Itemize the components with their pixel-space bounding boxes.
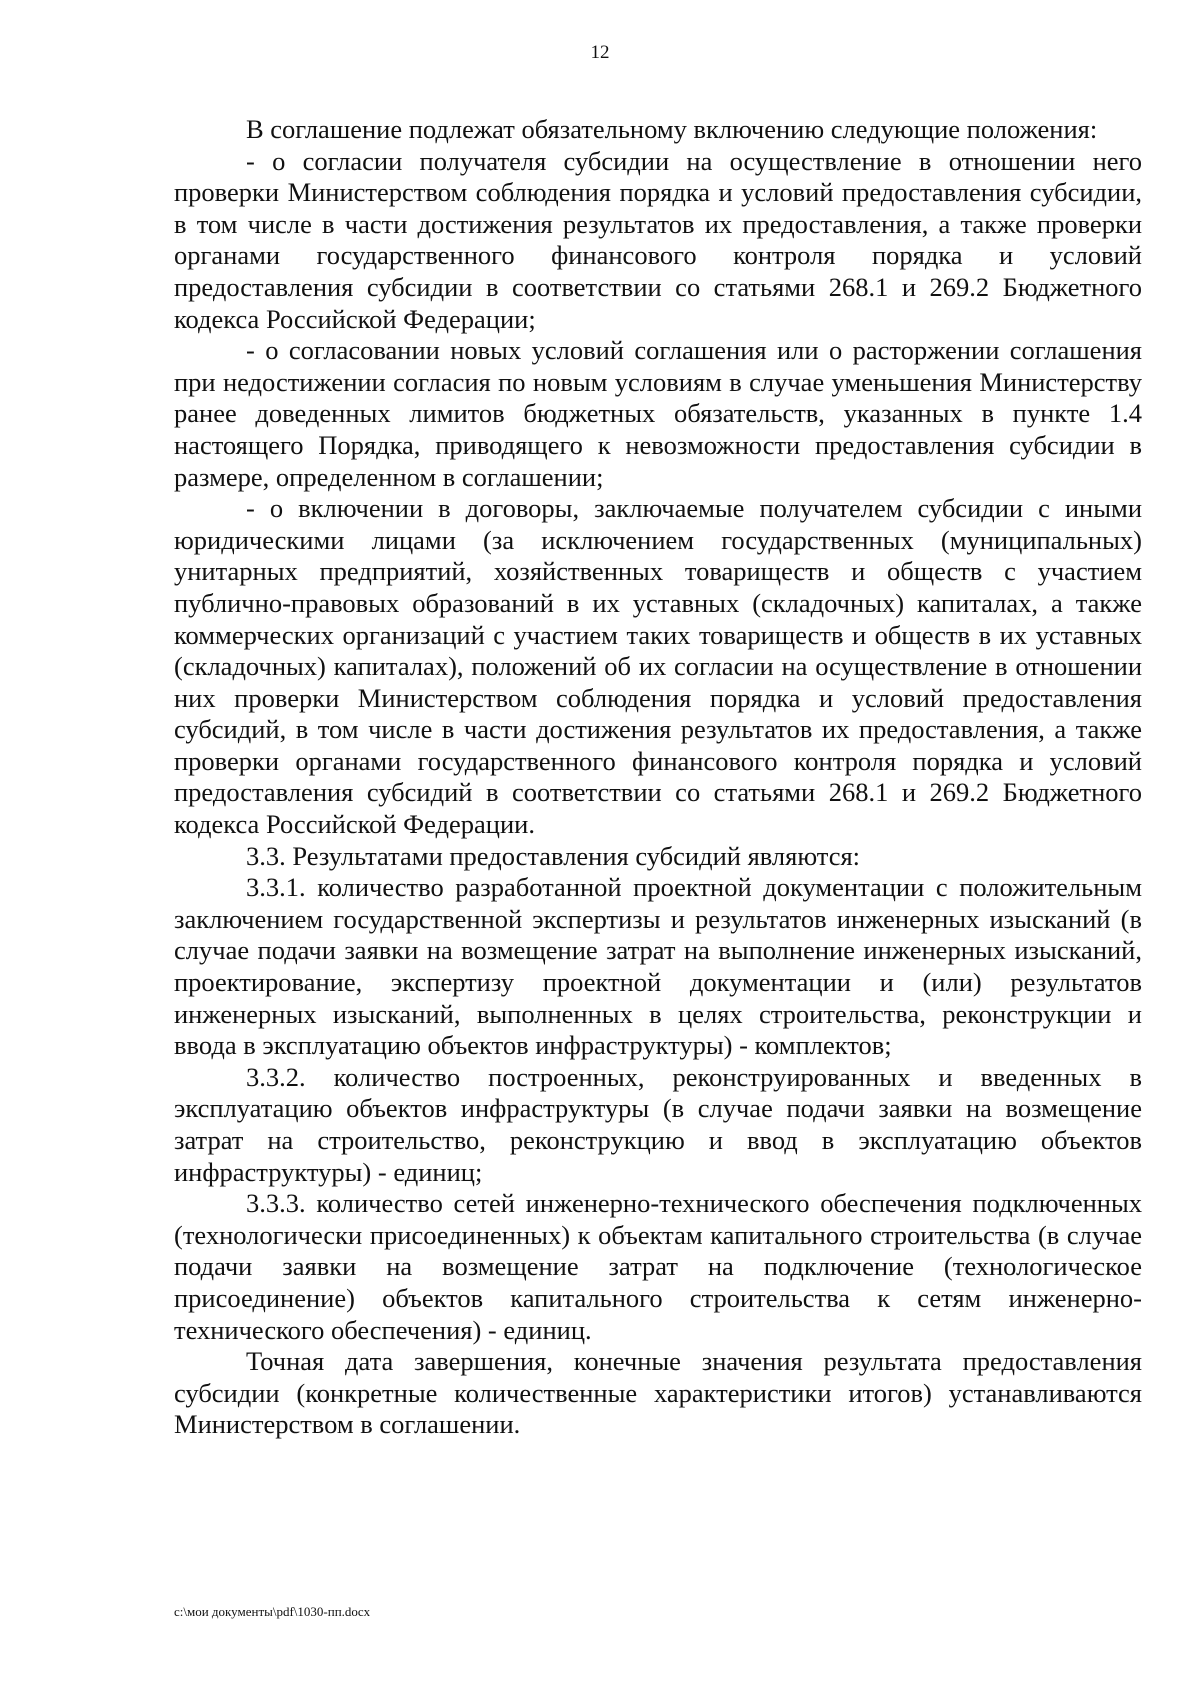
footer-file-path: c:\мои документы\pdf\1030-пп.docx <box>174 1604 371 1619</box>
paragraph-contracts-inclusion: - о включении в договоры, заключаемые получателем субсидии с иными юридическими лицами (за исключением государственных (муниципальных) унитарных предприятий, хозяйственных товариществ и обществ с участием публично-правовых образований в их уставных (складочных) капиталах, а также коммерческих организаций с участием таких товариществ и обществ в их уставных (складочных) капиталах), положений об их согласии на осуществление в отношении них проверки Министерством соблюдения порядка и условий предоставления субсидий, в том числе в части достижения результатов их предоставления, а также проверки органами государственного финансового контроля порядка и условий предоставления субсидий в соответствии со статьями 268.1 и 269.2 Бюджетного кодекса Российской Федерации. <box>174 493 1142 840</box>
paragraph-agreement-provisions: В соглашение подлежат обязательному включению следующие положения: <box>246 114 1098 144</box>
paragraph-new-conditions: - о согласовании новых условий соглашения или о расторжении соглашения при недостижении согласия по новым условиям в случае уменьшения Министерству ранее доведенных лимитов бюджетных обязательств, указанных в пункте 1.4 настоящего Порядка, приводящего к невозможности предоставления субсидии в размере, определенном в соглашении; <box>174 335 1142 492</box>
page-number: 12 <box>590 42 610 63</box>
paragraph-section-3-3-2: 3.3.2. количество построенных, реконструированных и введенных в эксплуатацию объектов инфраструктуры (в случае подачи заявки на возмещение затрат на строительство, реконструкцию и ввод в эксплуатацию объектов инфраструктуры) - единиц; <box>174 1061 1142 1187</box>
paragraph-section-3-3-3: 3.3.3. количество сетей инженерно-технического обеспечения подключенных (технологически присоединенных) к объектам капитального строительства (в случае подачи заявки на возмещение затрат на подключение (технологическое присоединение) объектов капитального строительства к сетям инженерно-технического обеспечения) - единиц. <box>174 1188 1142 1345</box>
paragraph-section-3-3-1: 3.3.1. количество разработанной проектной документации с положительным заключением государственной экспертизы и результатов инженерных изысканий (в случае подачи заявки на возмещение затрат на выполнение инженерных изысканий, проектирование, экспертизу проектной документации и (или) результатов инженерных изысканий, выполненных в целях строительства, реконструкции и ввода в эксплуатацию объектов инфраструктуры) - комплектов; <box>174 872 1142 1061</box>
document-body <box>174 114 1142 1441</box>
paragraph-final-values: Точная дата завершения, конечные значения результата предоставления субсидии (конкретные количественные характеристики итогов) устанавливаются Министерством в соглашении. <box>174 1346 1142 1440</box>
paragraph-inspection-consent: - о согласии получателя субсидии на осуществление в отношении него проверки Министерством соблюдения порядка и условий предоставления субсидии, в том числе в части достижения результатов их предоставления, а также проверки органами государственного финансового контроля порядка и условий предоставления субсидии в соответствии со статьями 268.1 и 269.2 Бюджетного кодекса Российской Федерации; <box>174 145 1142 334</box>
paragraph-section-3-3: 3.3. Результатами предоставления субсидий являются: <box>246 840 861 871</box>
